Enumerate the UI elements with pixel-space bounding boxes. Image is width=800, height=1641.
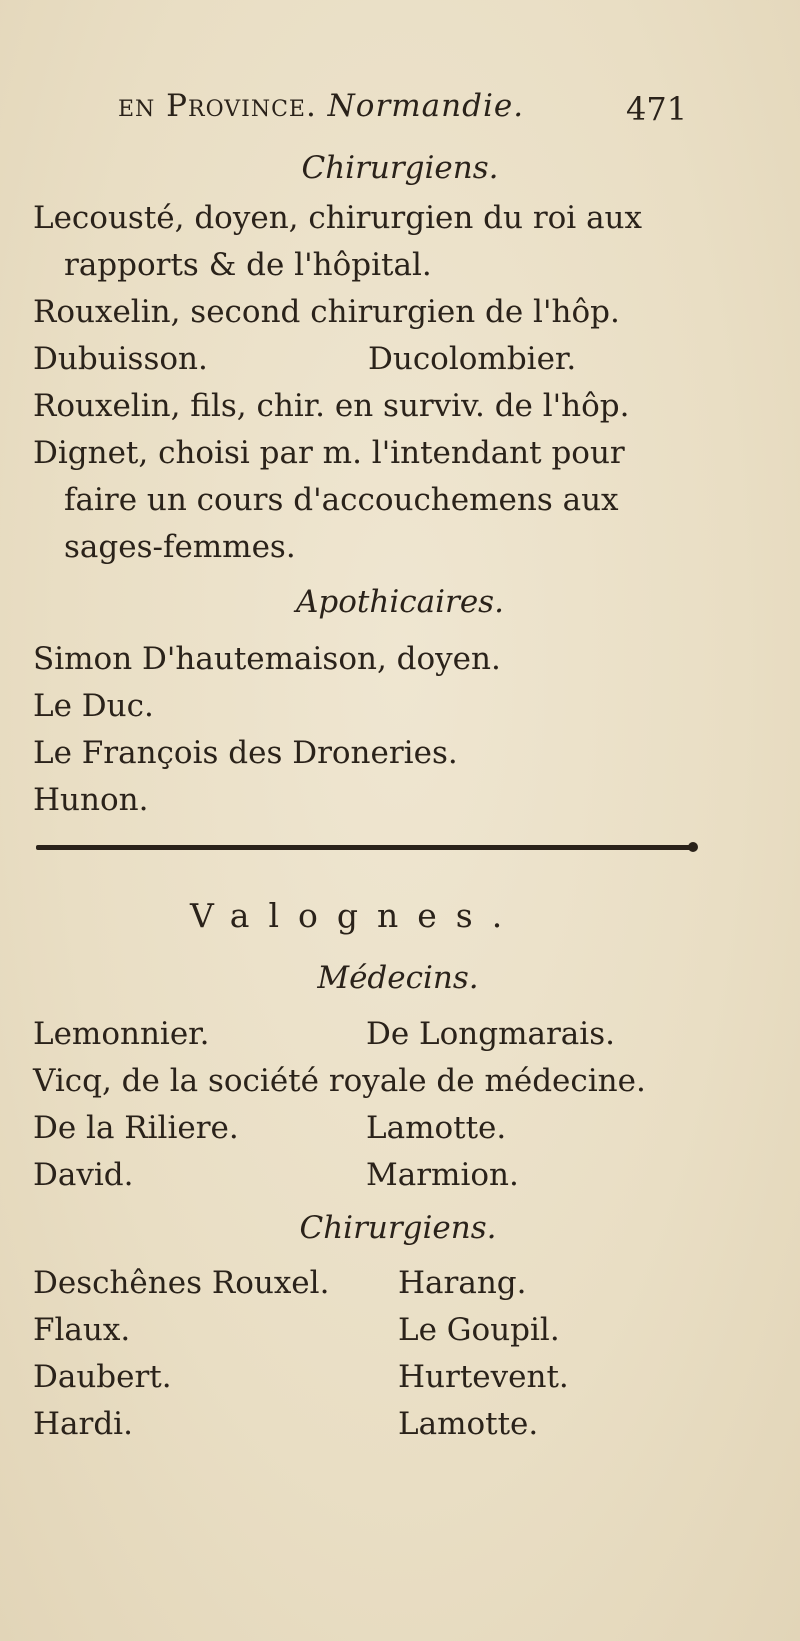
table-row-right: Marmion.	[366, 1157, 519, 1193]
header-text	[118, 88, 524, 124]
list-item: Le François des Droneries.	[33, 735, 458, 771]
list-item: Le Duc.	[33, 688, 154, 724]
table-row-left: De la Riliere.	[33, 1110, 239, 1146]
table-row-left: Flaux.	[33, 1312, 131, 1348]
list-item: Lecousté, doyen, chirurgien du roi aux	[33, 200, 642, 236]
table-row-right: Lamotte.	[366, 1110, 507, 1146]
table-row-left: Lemonnier.	[33, 1016, 210, 1052]
running-header	[0, 88, 800, 138]
list-item: Simon D'hautemaison, doyen.	[33, 641, 501, 677]
list-item: rapports & de l'hôpital.	[64, 247, 432, 283]
list-item: Rouxelin, fils, chir. en surviv. de l'hôp.	[33, 388, 630, 424]
table-row-left: Hardi.	[33, 1406, 133, 1442]
list-item: Hunon.	[33, 782, 149, 818]
table-row-left: Deschênes Rouxel.	[33, 1265, 330, 1301]
table-row-right: Hurtevent.	[398, 1359, 569, 1395]
pair-right: Ducolombier.	[368, 341, 577, 377]
header-left: en Province.	[118, 88, 317, 124]
list-item: Dignet, choisi par m. l'intendant pour	[33, 435, 625, 471]
list-item: sages-femmes.	[64, 529, 296, 565]
section-divider	[36, 845, 694, 850]
list-item: faire un cours d'accouchemens aux	[64, 482, 619, 518]
table-row-left: David.	[33, 1157, 134, 1193]
list-item: Rouxelin, second chirurgien de l'hôp.	[33, 294, 620, 330]
table-row-right: Lamotte.	[398, 1406, 539, 1442]
city-heading: Valognes.	[190, 896, 522, 935]
table-row-right: De Longmarais.	[366, 1016, 615, 1052]
apothicaires-heading: Apothicaires.	[296, 584, 504, 620]
header-place: Normandie.	[327, 88, 525, 124]
table-row-left: Vicq, de la société royale de médecine.	[33, 1063, 646, 1099]
pair-left: Dubuisson.	[33, 341, 208, 377]
medecins-heading: Médecins.	[317, 960, 479, 996]
chirurgiens-heading-2: Chirurgiens.	[299, 1210, 497, 1246]
chirurgiens-heading-1: Chirurgiens.	[301, 150, 499, 186]
table-row-left: Daubert.	[33, 1359, 172, 1395]
table-row-right: Le Goupil.	[398, 1312, 560, 1348]
page-number: 471	[626, 90, 688, 128]
table-row-right: Harang.	[398, 1265, 527, 1301]
